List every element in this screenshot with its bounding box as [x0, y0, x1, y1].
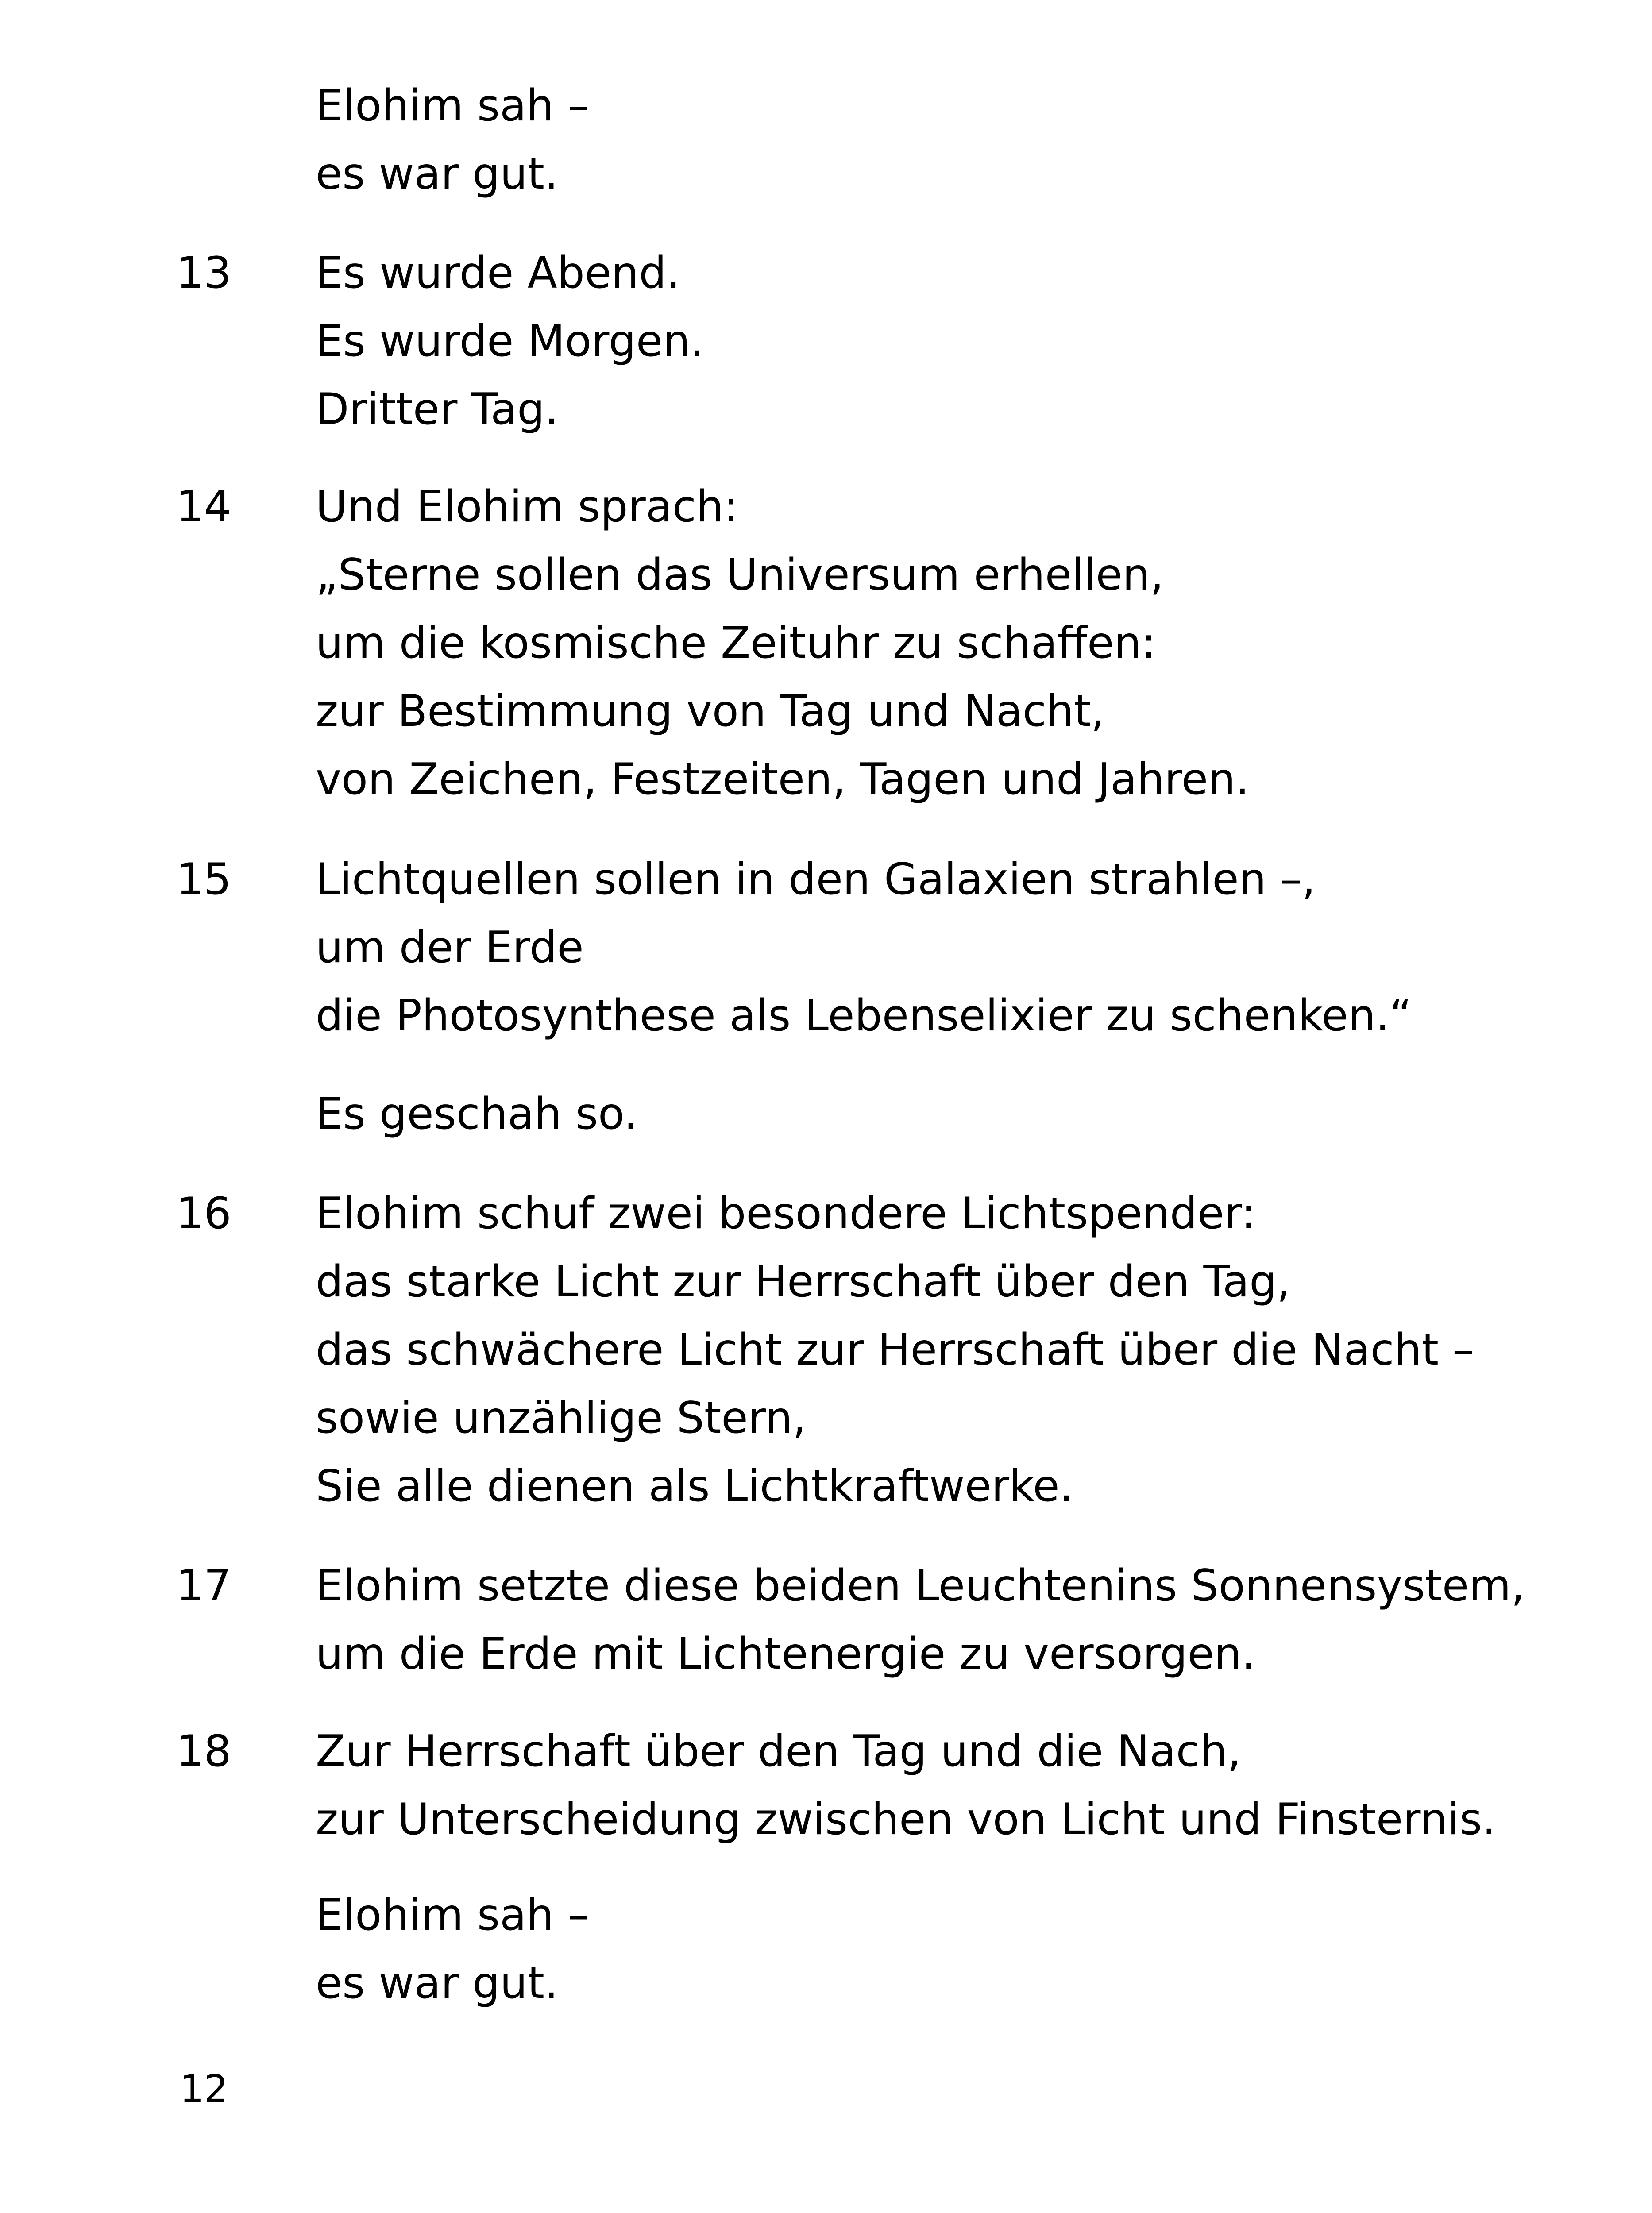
verse-line: zur Bestimmung von Tag und Nacht,	[316, 686, 1105, 736]
verse-line: sowie unzählige Stern,	[316, 1393, 807, 1443]
verse-text	[316, 1552, 1599, 1688]
verse-line: von Zeichen, Festzeiten, Tagen und Jahren.	[316, 754, 1250, 805]
verse-line: um die kosmische Zeituhr zu schaffen:	[316, 618, 1156, 668]
verse-line: Sie alle dienen als Lichtkraftwerke.	[316, 1461, 1073, 1511]
verse-text	[316, 845, 1599, 1050]
verse-text	[316, 239, 1599, 443]
verse-line: um die Erde mit Lichtenergie zu versorgen.	[316, 1629, 1256, 1679]
verse-text	[316, 1717, 1599, 1854]
verse-line: „Sterne sollen das Universum erhellen,	[316, 550, 1164, 600]
page-number: 12	[180, 2067, 228, 2111]
verse-line: Es geschah so.	[316, 1089, 638, 1139]
verse-line: Elohim setzte diese beiden Leuchtenins Sonnensystem,	[316, 1561, 1525, 1611]
verse-text	[316, 1881, 1599, 2017]
verse-text	[316, 1080, 1599, 1148]
verse-text	[316, 1180, 1599, 1520]
verse-line: das schwächere Licht zur Herrschaft über die Nacht –	[316, 1325, 1474, 1375]
verse-line: Und Elohim sprach:	[316, 482, 738, 532]
verse-line: Lichtquellen sollen in den Galaxien strahlen –,	[316, 854, 1316, 905]
verse-line: es war gut.	[316, 1958, 559, 2009]
verse-line: das starke Licht zur Herrschaft über den Tag,	[316, 1257, 1291, 1307]
verse-line: Elohim sah –	[316, 1890, 590, 1940]
verse-line: Es wurde Abend.	[316, 248, 680, 298]
verse-line: es war gut.	[316, 149, 559, 199]
verse-line: Zur Herrschaft über den Tag und die Nach,	[316, 1726, 1241, 1777]
verse-number: 14	[176, 482, 232, 532]
verse-text	[316, 473, 1599, 813]
verse-line: Elohim sah –	[316, 81, 590, 131]
verse-line: die Photosynthese als Lebenselixier zu schenken.“	[316, 991, 1412, 1041]
verse-number: 13	[176, 248, 232, 298]
verse-number: 17	[176, 1561, 232, 1611]
verse-number: 18	[176, 1726, 232, 1777]
verse-number: 15	[176, 854, 232, 905]
verse-line: Es wurde Morgen.	[316, 316, 704, 366]
verse-line: zur Unterscheidung zwischen von Licht und Finsternis.	[316, 1794, 1496, 1845]
verse-line: Dritter Tag.	[316, 384, 559, 435]
verse-line: um der Erde	[316, 922, 584, 973]
verse-text	[316, 72, 1599, 208]
verse-number: 16	[176, 1188, 232, 1239]
verse-line: Elohim schuf zwei besondere Lichtspender:	[316, 1188, 1256, 1239]
